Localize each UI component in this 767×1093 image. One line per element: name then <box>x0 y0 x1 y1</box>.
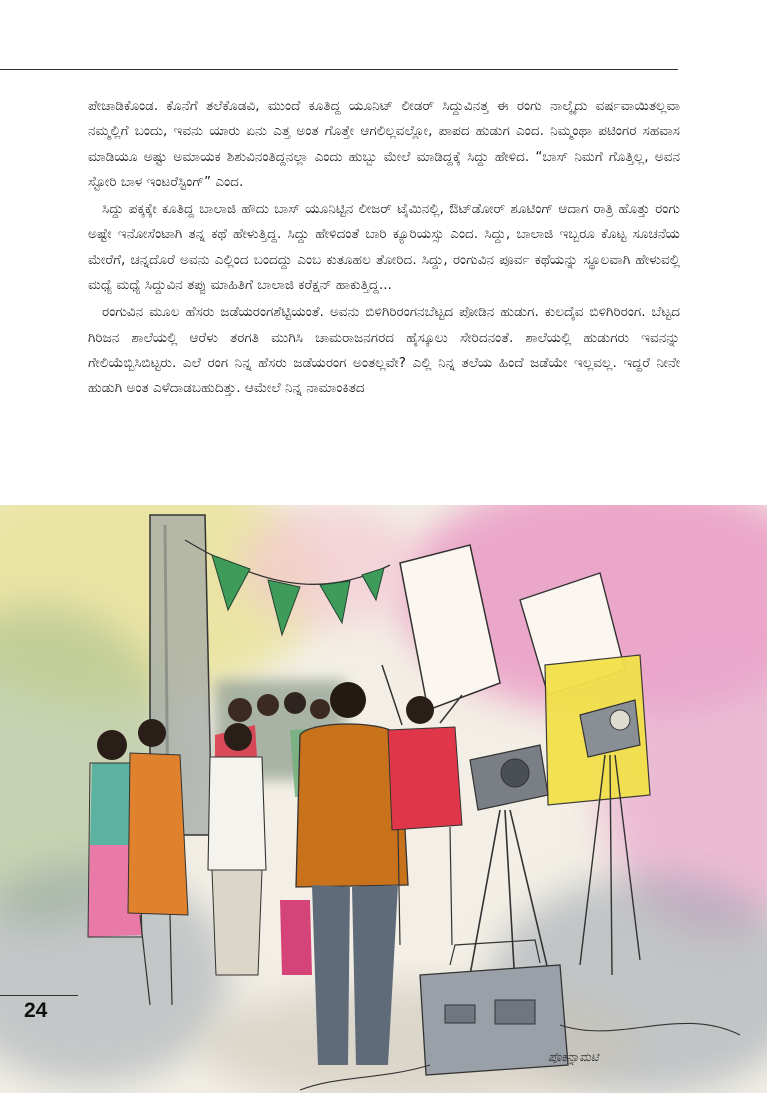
white-shirt-figure <box>208 723 266 975</box>
paragraph: ರಂಗುವಿನ ಮೂಲ ಹೆಸರು ಜಡೆಯರಂಗಶೆಟ್ಟಿಯಂತೆ. ಅವನು ಬಿಳಿಗಿರಿರಂಗನಬೆಟ್ಟದ ಪೋಡಿನ ಹುಡುಗ. ಕುಲದೈವ ಬಿಳಿಗಿರಿರಂಗ. ಬೆಟ್ಟದ ಗಿರಿಜನ ಶಾಲೆಯಲ್ಲಿ ಆರೆಳು ತರಗತಿ ಮುಗಿಸಿ ಚಾಮರಾಜನಗರದ ಹೈಸ್ಕೂಲು ಸೇರಿದನಂತೆ. ಶಾಲೆಯಲ್ಲಿ ಹುಡುಗರು ಇವನನ್ನು ಗೇಲಿಯೆಬ್ಬಿಸಿಬಿಟ್ಟರು. ಎಲೆ ರಂಗ ನಿನ್ನ ಹೆಸರು ಜಡೆಯರಂಗ ಅಂತಲ್ಲವೇ? ಎಲ್ಲಿ ನಿನ್ನ ತಲೆಯ ಹಿಂದೆ ಜಡೆಯೇ ಇಲ್ಲವಲ್ಲ. ಇದ್ದರೆ ನೀನೇ ಹುಡುಗಿ ಅಂತ ಎಳೆದಾಡಬಹುದಿತ್ತು. ಆಮೇಲೆ ನಿನ್ನ ನಾಮಾಂಕಿತದ <box>88 304 680 397</box>
page-number: 24 <box>24 999 48 1022</box>
paragraph: ಪೇಚಾಡಿಕೊಂಡ. ಕೊನೆಗೆ ತಲೆಕೊಡವಿ, ಮುಂದೆ ಕೂತಿದ್ದ ಯೂನಿಟ್ ಲೀಡರ್ ಸಿದ್ದುವಿನತ್ತ ಈ ರಂಗು ನಾಲ್ಕೈದು ವರ್ಷವಾಯಿತಲ್ಲವಾ ನಮ್ಮಲ್ಲಿಗೆ ಬಂದು, ಇವನು ಯಾರು ಏನು ಎತ್ತ ಅಂತ ಗೊತ್ತೇ ಆಗಲಿಲ್ಲವಲ್ಲೋ, ಪಾಪದ ಹುಡುಗ ಎಂದ. ನಿಮ್ಮಂಥಾ ಪಟಿಂಗರ ಸಹವಾಸ ಮಾಡಿಯೂ ಅಷ್ಟು ಅಮಾಯಕ ಶಿಶುವಿನಂತಿದ್ದನಲ್ಲಾ ಎಂದು ಹುಬ್ಬು ಮೇಲೆ ಮಾಡಿದ್ದಕ್ಕೆ ಸಿದ್ದು ಹೇಳಿದ. “ಬಾಸ್ ನಿಮಗೆ ಗೊತ್ತಿಲ್ಲ, ಅವನ ಸ್ಟೋರಿ ಬಾಳ ಇಂಟರೆಸ್ಟಿಂಗ್” ಎಂದ. <box>88 98 680 190</box>
body-text <box>88 94 680 402</box>
paragraph: ಸಿದ್ದು ಪಕ್ಕಕ್ಕೇ ಕೂತಿದ್ದ ಬಾಲಾಜಿ ಹೌದು ಬಾಸ್ ಯೂನಿಟ್ಟಿನ ಲೀಜರ್ ಟೈಮಿನಲ್ಲಿ, ಔಟ್‌ಡೋರ್ ಶೂಟಿಂಗ್ ಆದಾಗ ರಾತ್ರಿ ಹೊತ್ತು ರಂಗು ಅಷ್ಟೇ ಇನೋಸೆಂಟಾಗಿ ತನ್ನ ಕಥೆ ಹೇಳುತ್ತಿದ್ದ. ಸಿದ್ದು ಹೇಳಿದಂತೆ ಬಾರಿ ಕ್ಯೂರಿಯಸ್ಸು ಎಂದ. ಸಿದ್ದು, ಬಾಲಾಜಿ ಇಬ್ಬರೂ ಕೊಟ್ಟ ಸೂಚನೆಯ ಮೇರೆಗೆ, ಚನ್ನದೊರೆ ಅವನು ಎಲ್ಲಿಂದ ಬಂದದ್ದು ಎಂಬ ಕುತೂಹಲ ತೋರಿದ. ಸಿದ್ದು, ರಂಗುವಿನ ಪೂರ್ವ ಕಥೆಯನ್ನು ಸ್ಥೂಲವಾಗಿ ಹೇಳುವಲ್ಲಿ ಮಧ್ಯೆ ಮಧ್ಯೆ ಸಿದ್ದುವಿನ ತಪ್ಪು ಮಾಹಿತಿಗೆ ಬಾಲಾಜಿ ಕರೆಕ್ಷನ್ ಹಾಕುತ್ತಿದ್ದ... <box>88 201 680 294</box>
header-rule <box>0 69 678 70</box>
folio-rule <box>0 995 78 996</box>
artist-signature: ಪೊಕನ್ನಾಮಟಿ <box>548 1050 599 1064</box>
watercolor-illustration <box>0 505 767 1093</box>
